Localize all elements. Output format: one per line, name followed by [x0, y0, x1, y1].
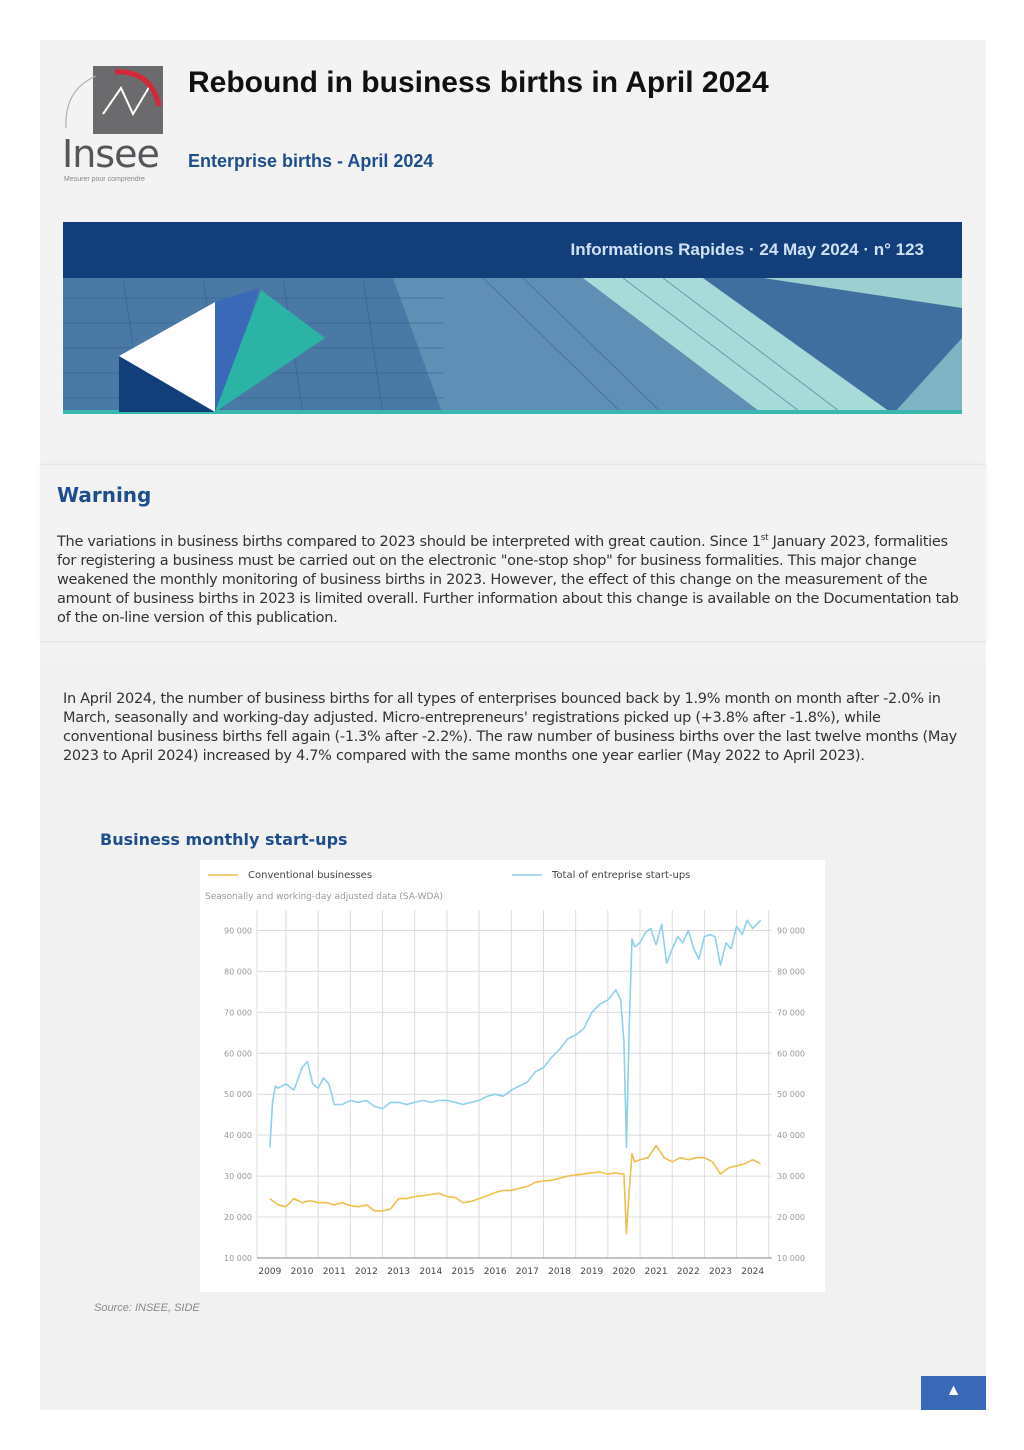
- y-tick-label-right: 60 000: [777, 1049, 805, 1059]
- chart-subtitle: Seasonally and working-day adjusted data (SA-WDA): [205, 892, 443, 902]
- banner-image: [63, 278, 962, 414]
- banner-info: Informations Rapides · 24 May 2024 · n° 123: [570, 240, 924, 259]
- x-tick-label: 2022: [676, 1267, 700, 1277]
- logo-arc-icon: [60, 72, 100, 132]
- y-tick-label-left: 20 000: [224, 1213, 252, 1223]
- y-tick-label-left: 70 000: [224, 1008, 252, 1018]
- x-tick-label: 2016: [483, 1267, 507, 1277]
- legend-label: Total of entreprise start-ups: [552, 870, 691, 881]
- warning-text-part-2: January 2023, formalities for registering a business must be carried out on the electronic "one-stop shop" for business formalities. This major change weakened the monthly monitoring of business births in 2023. However, the effect of this change on the measurement of the amount of business births in 2023 is limited overall. Further information about this change is available on the Documentation tab of the on-line version of this publication.: [57, 533, 959, 626]
- y-tick-label-left: 30 000: [224, 1172, 252, 1182]
- x-tick-label: 2015: [451, 1267, 475, 1277]
- page-title: Rebound in business births in April 2024: [188, 66, 769, 99]
- x-tick-label: 2017: [515, 1267, 539, 1277]
- y-tick-label-right: 90 000: [777, 926, 805, 936]
- y-tick-label-left: 60 000: [224, 1049, 252, 1059]
- warning-title: Warning: [57, 483, 152, 507]
- insee-logo[interactable]: [60, 60, 170, 185]
- y-tick-label-right: 40 000: [777, 1131, 805, 1141]
- publication-banner: [63, 222, 962, 414]
- summary-section: [40, 664, 986, 1410]
- y-tick-label-right: 70 000: [777, 1008, 805, 1018]
- y-tick-label-right: 10 000: [777, 1254, 805, 1263]
- series-line: [270, 1145, 761, 1233]
- logo-tagline: Mesurer pour comprendre: [64, 176, 145, 183]
- x-tick-label: 2013: [387, 1267, 411, 1277]
- logo-square: [93, 66, 163, 134]
- x-tick-label: 2019: [580, 1267, 604, 1277]
- y-tick-label-right: 50 000: [777, 1090, 805, 1100]
- y-tick-label-right: 80 000: [777, 967, 805, 977]
- y-tick-label-right: 20 000: [777, 1213, 805, 1223]
- legend-label: Conventional businesses: [248, 870, 373, 881]
- page-subtitle: Enterprise births - April 2024: [188, 151, 434, 171]
- y-tick-label-left: 90 000: [224, 926, 252, 936]
- x-tick-label: 2024: [741, 1267, 765, 1277]
- warning-box: [40, 464, 986, 642]
- warning-text-part-1: The variations in business births compared to 2023 should be interpreted with great caution. Since 1: [57, 533, 761, 550]
- x-tick-label: 2009: [258, 1267, 282, 1277]
- y-tick-label-left: 50 000: [224, 1090, 252, 1100]
- x-tick-label: 2010: [290, 1267, 314, 1277]
- series-line: [270, 920, 761, 1147]
- x-tick-label: 2020: [612, 1267, 636, 1277]
- x-tick-label: 2021: [644, 1267, 668, 1277]
- x-tick-label: 2014: [419, 1267, 443, 1277]
- y-tick-label-left: 10 000: [224, 1254, 252, 1263]
- back-to-top-button[interactable]: [921, 1376, 986, 1410]
- x-tick-label: 2023: [709, 1267, 732, 1277]
- warning-text: [57, 529, 969, 628]
- warning-text-sup: st: [760, 533, 769, 543]
- x-tick-label: 2012: [354, 1267, 378, 1277]
- summary-text: In April 2024, the number of business births for all types of enterprises bounced back by 1.9% month on month after -2.0% in March, seasonally and working-day adjusted. Micro-entrepreneurs' registrations picked up (+3.8% after -1.8%), while conventional business births fell again (-1.3% after -2.2%). The raw number of business births over the last twelve months (May 2023 to April 2024) increased by 4.7% compared with the same months one year earlier (May 2022 to April 2023).: [63, 691, 957, 764]
- y-tick-label-left: 80 000: [224, 967, 252, 977]
- publication-page: [40, 40, 986, 1410]
- x-tick-label: 2011: [322, 1267, 346, 1277]
- line-chart: [200, 860, 825, 1292]
- chart-source: Source: INSEE, SIDE: [94, 1302, 200, 1314]
- logo-text: Insee: [62, 132, 159, 176]
- chevron-up-icon: ▲: [945, 1382, 962, 1399]
- x-tick-label: 2018: [548, 1267, 572, 1277]
- chart-container: [200, 860, 825, 1292]
- banner-header-bar: [63, 222, 962, 278]
- y-tick-label-left: 40 000: [224, 1131, 252, 1141]
- y-tick-label-right: 30 000: [777, 1172, 805, 1182]
- chart-title: Business monthly start-ups: [100, 830, 348, 849]
